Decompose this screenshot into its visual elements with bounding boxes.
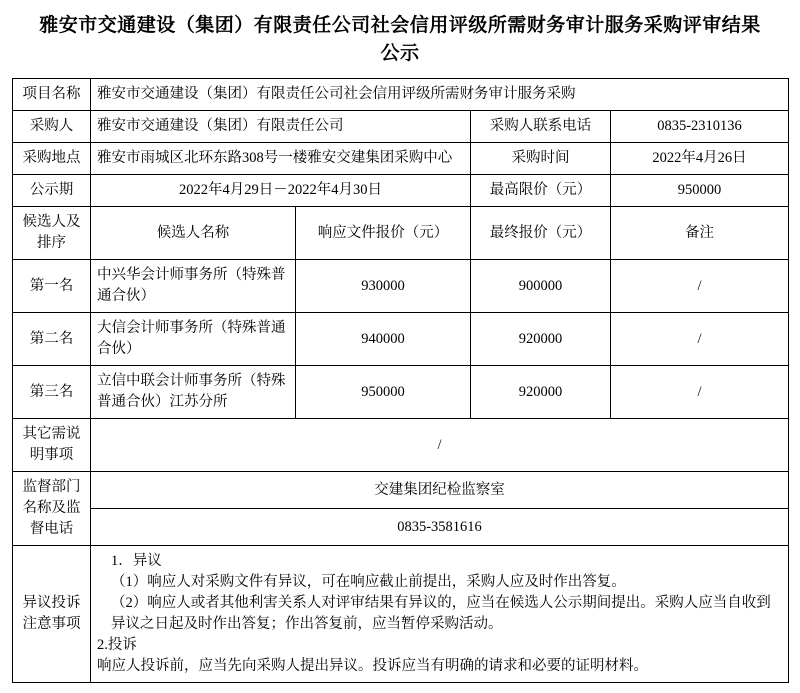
publicity-period-label: 公示期 bbox=[13, 175, 91, 207]
candidate-header-remark: 备注 bbox=[611, 207, 789, 260]
purchase-place-label: 采购地点 bbox=[13, 143, 91, 175]
candidate-header-name: 候选人名称 bbox=[91, 207, 296, 260]
candidate-quote: 940000 bbox=[296, 313, 471, 366]
purchaser-phone-value: 0835-2310136 bbox=[611, 111, 789, 143]
candidate-header-rank: 候选人及排序 bbox=[13, 207, 91, 260]
candidate-remark: / bbox=[611, 313, 789, 366]
purchase-time-value: 2022年4月26日 bbox=[611, 143, 789, 175]
candidate-quote: 930000 bbox=[296, 260, 471, 313]
candidate-header-final: 最终报价（元） bbox=[471, 207, 611, 260]
table-row-project-name bbox=[13, 79, 789, 111]
supervision-label: 监督部门名称及监督电话 bbox=[13, 472, 91, 546]
candidate-remark: / bbox=[611, 260, 789, 313]
complaint-line: （1）响应人对采购文件有异议，可在响应截止前提出，采购人应及时作出答复。 bbox=[111, 574, 626, 590]
table-row-complaint bbox=[13, 546, 789, 683]
table-row-purchaser bbox=[13, 111, 789, 143]
candidate-final: 920000 bbox=[471, 313, 611, 366]
table-row bbox=[13, 313, 789, 366]
purchaser-value: 雅安市交通建设（集团）有限责任公司 bbox=[91, 111, 471, 143]
candidate-remark: / bbox=[611, 366, 789, 419]
table-row-supervision-phone bbox=[13, 509, 789, 546]
purchase-time-label: 采购时间 bbox=[471, 143, 611, 175]
candidate-name: 大信会计师事务所（特殊普通合伙） bbox=[91, 313, 296, 366]
table-row bbox=[13, 366, 789, 419]
publicity-period-value: 2022年4月29日－2022年4月30日 bbox=[91, 175, 471, 207]
table-row bbox=[13, 260, 789, 313]
candidate-header-quote: 响应文件报价（元） bbox=[296, 207, 471, 260]
complaint-line: 响应人投诉前，应当先向采购人提出异议。投诉应当有明确的请求和必要的证明材料。 bbox=[97, 658, 648, 674]
complaint-label: 异议投诉注意事项 bbox=[13, 546, 91, 683]
page-title: 雅安市交通建设（集团）有限责任公司社会信用评级所需财务审计服务采购评审结果公示 bbox=[39, 15, 761, 64]
purchase-place-value: 雅安市雨城区北环东路308号一楼雅安交建集团采购中心 bbox=[91, 143, 471, 175]
table-row-other bbox=[13, 419, 789, 472]
purchaser-phone-label: 采购人联系电话 bbox=[471, 111, 611, 143]
candidate-final: 920000 bbox=[471, 366, 611, 419]
other-value: / bbox=[91, 419, 789, 472]
table-header-candidates bbox=[13, 207, 789, 260]
max-price-label: 最高限价（元） bbox=[471, 175, 611, 207]
candidate-final: 900000 bbox=[471, 260, 611, 313]
purchaser-label: 采购人 bbox=[13, 111, 91, 143]
candidate-name: 立信中联会计师事务所（特殊普通合伙）江苏分所 bbox=[91, 366, 296, 419]
max-price-value: 950000 bbox=[611, 175, 789, 207]
supervision-name: 交建集团纪检监察室 bbox=[91, 472, 789, 509]
candidate-name: 中兴华会计师事务所（特殊普通合伙） bbox=[91, 260, 296, 313]
complaint-notice bbox=[91, 546, 789, 683]
table-row-publicity bbox=[13, 175, 789, 207]
candidate-quote: 950000 bbox=[296, 366, 471, 419]
complaint-line: 2.投诉 bbox=[97, 637, 137, 653]
candidate-rank: 第一名 bbox=[13, 260, 91, 313]
complaint-line: 1．异议 bbox=[111, 553, 162, 569]
other-label: 其它需说明事项 bbox=[13, 419, 91, 472]
project-name-value: 雅安市交通建设（集团）有限责任公司社会信用评级所需财务审计服务采购 bbox=[91, 79, 789, 111]
table-row-purchase-place bbox=[13, 143, 789, 175]
result-table bbox=[12, 78, 789, 683]
candidate-rank: 第三名 bbox=[13, 366, 91, 419]
complaint-line: （2）响应人或者其他利害关系人对评审结果有异议的，应当在候选人公示期间提出。采购人应当自收到异议之日起及时作出答复；作出答复前，应当暂停采购活动。 bbox=[111, 595, 771, 632]
candidate-rank: 第二名 bbox=[13, 313, 91, 366]
project-name-label: 项目名称 bbox=[13, 79, 91, 111]
table-row-supervision-name bbox=[13, 472, 789, 509]
supervision-phone: 0835-3581616 bbox=[91, 509, 789, 546]
